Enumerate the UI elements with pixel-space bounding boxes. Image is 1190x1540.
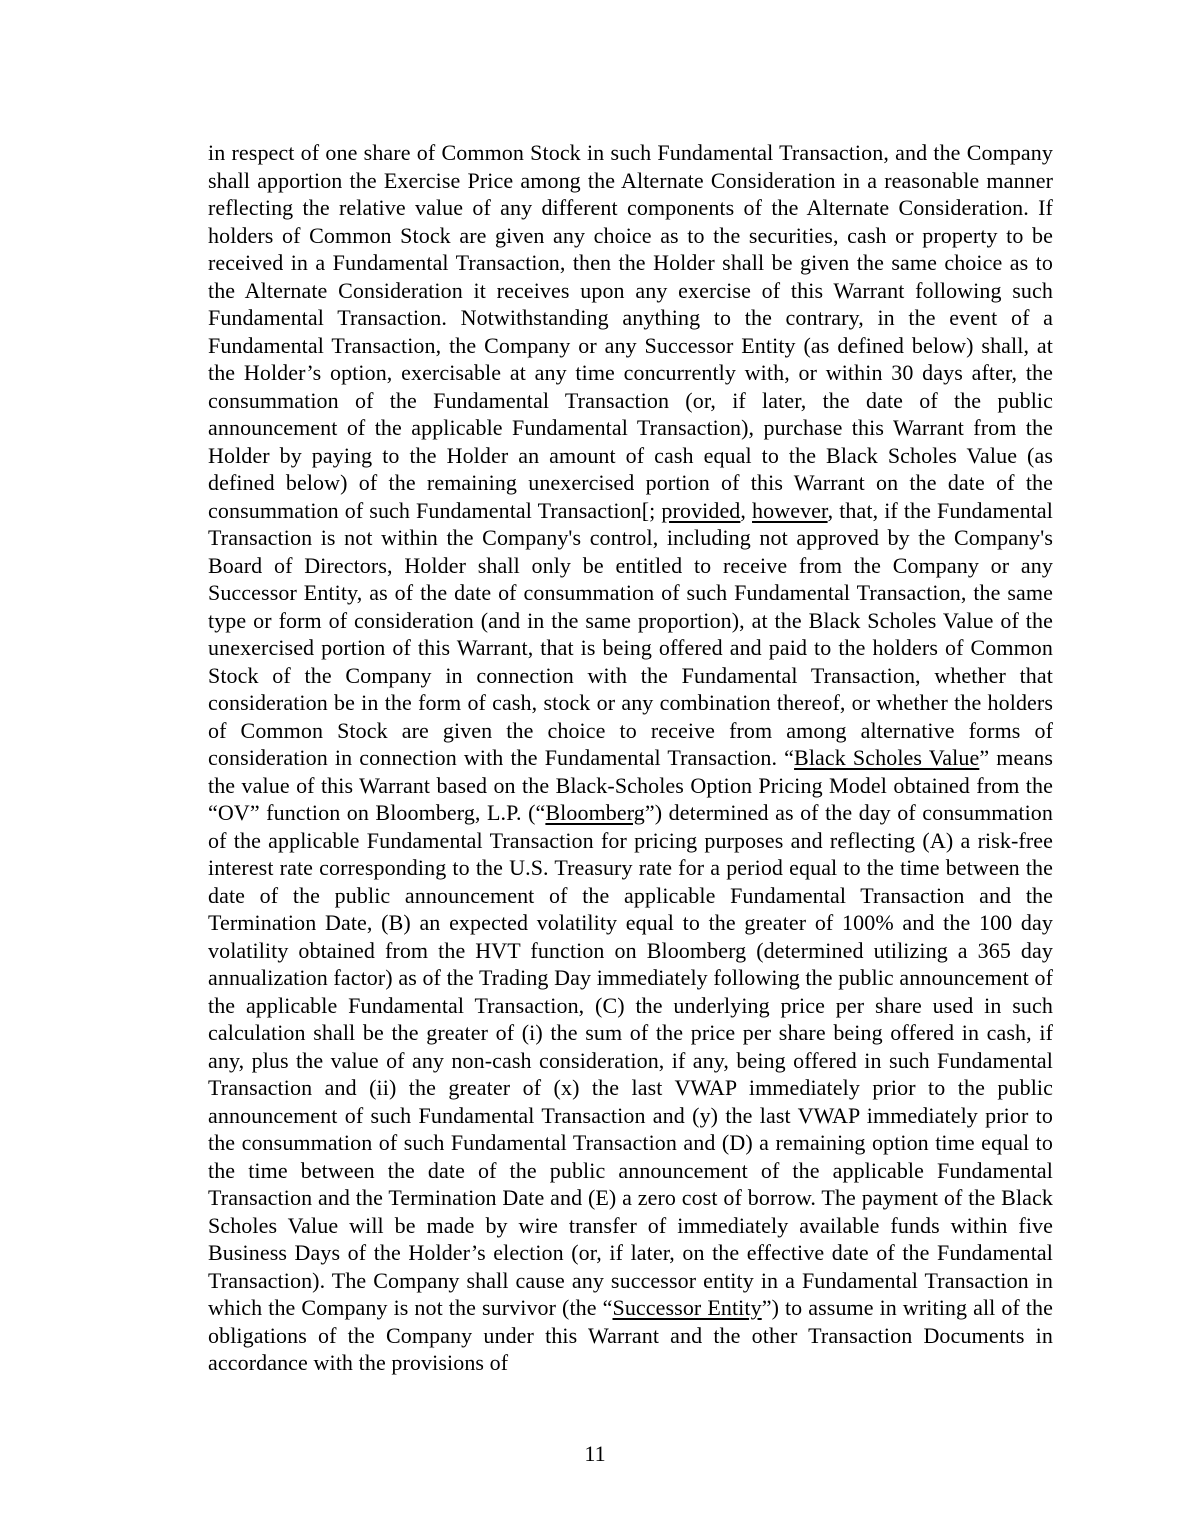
body-text (208, 139, 1053, 1377)
paragraph-segment: , that, if the Fundamental Transaction is not within the Company's control, including not approved by the Company's Board of Directors, Holder shall only be entitled to receive from the Company or any Successor Entity, as of the date of consummation of such Fundamental Transaction, the same type or form of consideration (and in the same proportion), at the Black Scholes Value of the unexercised portion of this Warrant, that is being offered and paid to the holders of Common Stock of the Company in connection with the Fundamental Transaction, whether that consideration be in the form of cash, stock or any combination thereof, or whether the holders of Common Stock are given the choice to receive from among alternative forms of consideration in connection with the Fundamental Transaction. “ (208, 497, 1053, 770)
page-number: 11 (584, 1441, 606, 1466)
defined-term-however: however (752, 497, 828, 523)
paragraph-segment: ” means the value of this Warrant based on the Black-Scholes Option Pricing Model obtained from the “OV” function on Bloomberg, L.P. (“ (208, 745, 1053, 825)
paragraph-segment: ”) to assume in writing all of the obligations of the Company under this Warrant and the other Transaction Documents in accordance with the provisions of (208, 1295, 1053, 1375)
paragraph-segment: in respect of one share of Common Stock in such Fundamental Transaction, and the Company shall apportion the Exercise Price among the Alternate Consideration in a reasonable manner reflecting the relative value of any different components of the Alternate Consideration. If holders of Common Stock are given any choice as to the securities, cash or property to be received in a Fundamental Transaction, then the Holder shall be given the same choice as to the Alternate Consideration it receives upon any exercise of this Warrant following such Fundamental Transaction. Notwithstanding anything to the contrary, in the event of a Fundamental Transaction, the Company or any Successor Entity (as defined below) shall, at the Holder’s option, exercisable at any time concurrently with, or within 30 days after, the consummation of the Fundamental Transaction (or, if later, the date of the public announcement of the applicable Fundamental Transaction), purchase this Warrant from the Holder by paying to the Holder an amount of cash equal to the Black Scholes Value (as defined below) of the remaining unexercised portion of this Warrant on the date of the consummation of such Fundamental Transaction[; (208, 140, 1053, 523)
defined-term-bloomberg: Bloomberg (545, 800, 645, 825)
paragraph-segment: ”) determined as of the day of consummation of the applicable Fundamental Transaction for pricing purposes and reflecting (A) a risk-free interest rate corresponding to the U.S. Treasury rate for a period equal to the time between the date of the public announcement of the applicable Fundamental Transaction and the Termination Date, (B) an expected volatility equal to the greater of 100% and the 100 day volatility obtained from the HVT function on Bloomberg (determined utilizing a 365 day annualization factor) as of the Trading Day immediately following the public announcement of the applicable Fundamental Transaction, (C) the underlying price per share used in such calculation shall be the greater of (i) the sum of the price per share being offered in cash, if any, plus the value of any non-cash consideration, if any, being offered in such Fundamental Transaction and (ii) the greater of (x) the last VWAP immediately prior to the public announcement of such Fundamental Transaction and (y) the last VWAP immediately prior to the consummation of such Fundamental Transaction and (D) a remaining option time equal to the time between the date of the public announcement of the applicable Fundamental Transaction and the Termination Date and (E) a zero cost of borrow. The payment of the Black Scholes Value will be made by wire transfer of immediately available funds within five Business Days of the Holder’s election (or, if later, on the effective date of the Fundamental Transaction). The Company shall cause any successor entity in a Fundamental Transaction in which the Company is not the survivor (the “ (208, 800, 1053, 1320)
defined-term-black-scholes-value: Black Scholes Value (794, 745, 980, 770)
paragraph-segment: , (740, 497, 753, 523)
defined-term-provided: provided (661, 497, 741, 523)
defined-term-successor-entity: Successor Entity (612, 1295, 762, 1320)
paragraph (208, 139, 1053, 1377)
